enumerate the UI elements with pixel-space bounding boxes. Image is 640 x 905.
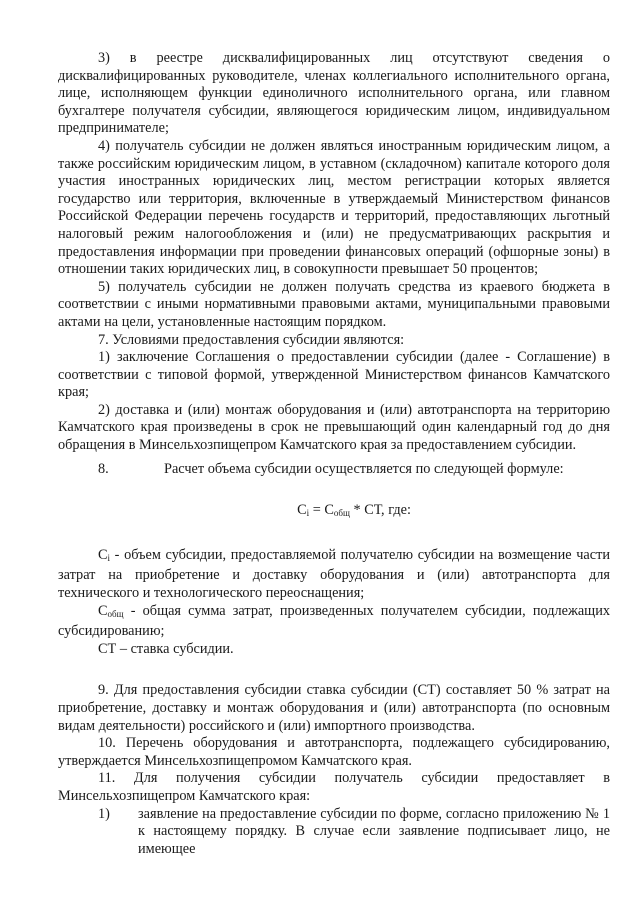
paragraph-section-9: 9. Для предоставления субсидии ставка субсидии (СТ) составляет 50 % затрат на приобретение, доставку и монтаж оборудования и (или) автотранспорта (по основным видам деятельности) российского и (или) импортного производства. [58, 682, 610, 734]
paragraph-item-5: 5) получатель субсидии не должен получать средства из краевого бюджета в соответствии с иными нормативными правовыми актами, муниципальными правовыми актами на цели, установленные настоящим порядком. [58, 278, 610, 330]
def-cobsh-text: - общая сумма затрат, произведенных получателем субсидии, подлежащих субсидированию; [58, 602, 610, 640]
section-8-text: Расчет объема субсидии осуществляется по следующей формуле: [164, 460, 564, 477]
def-cobsh-sub: общ [107, 608, 124, 619]
paragraph-section-10: 10. Перечень оборудования и автотранспорта, подлежащего субсидированию, утверждается Минсельхозпищепромом Камчатского края. [58, 735, 610, 769]
item-11-1-text: заявление на предоставление субсидии по форме, согласно приложению № 1 к настоящему порядку. В случае если заявление подписывает лицо, не имеющее [138, 805, 610, 857]
paragraph-section-8 [58, 461, 610, 479]
formula [58, 502, 610, 523]
document-text [58, 50, 610, 858]
formula-lhs-sub: i [306, 508, 310, 519]
paragraph-item-7-2: 2) доставка и (или) монтаж оборудования и (или) автотранспорта на территорию Камчатского края произведены в срок не превышающий один календарный год до дня обращения в Минсельхозпищепром Камчатского края за предоставлением субсидии. [58, 401, 610, 454]
paragraph-item-11-1 [58, 806, 610, 859]
paragraph-section-11: 11. Для получения субсидии получатель субсидии предоставляет в Минсельхозпищепром Камчатского края: [58, 770, 610, 804]
paragraph-section-7: 7. Условиями предоставления субсидии являются: [98, 331, 405, 348]
def-ci-text: - объем субсидии, предоставляемой получателю субсидии на возмещение части затрат на приобретение и доставку оборудования и (или) автотранспорта для технического и технологического переоснащения; [58, 546, 610, 602]
definition-st: СТ – ставка субсидии. [98, 640, 234, 657]
definition-ci [58, 547, 610, 603]
formula-rhs-sub: общ [333, 508, 350, 519]
item-11-1-number: 1) [98, 805, 110, 822]
def-ci-symbol: С [98, 546, 108, 563]
def-cobsh-symbol: С [98, 602, 108, 619]
section-8-number: 8. [98, 460, 109, 477]
def-ci-sub: i [107, 552, 111, 563]
formula-rhs: С [324, 502, 334, 519]
paragraph-item-3: 3) в реестре дисквалифицированных лиц отсутствуют сведения о дисквалифицированных руководителе, членах коллегиального исполнительного органа, лице, исполняющем функции единоличного исполнительного органа, или главном бухгалтере получателя субсидии, являющегося юридическим лицом, индивидуальном предпринимателе; [58, 50, 610, 137]
formula-lhs: С [297, 502, 307, 519]
paragraph-item-4: 4) получатель субсидии не должен являться иностранным юридическим лицом, а также российским юридическим лицом, в уставном (складочном) капитале которого доля участия иностранных юридических лиц, местом регистрации которых является государство или территория, включенные в утверждаемый Министерством финансов Российской Федерации перечень государств и территорий, предоставляющих льготный налоговый режим налогообложения и (или) не предусматривающих раскрытия и предоставления информации при проведении финансовых операций (офшорные зоны) в отношении таких юридических лиц, в совокупности превышает 50 процентов; [58, 137, 610, 278]
formula-eq: = [309, 502, 325, 519]
paragraph-item-7-1: 1) заключение Соглашения о предоставлении субсидии (далее - Соглашение) в соответствии с типовой формой, утвержденной Министерством финансов Камчатского края; [58, 349, 610, 401]
definition-cobsh [58, 603, 610, 641]
formula-rest: * СТ, где: [349, 502, 411, 519]
